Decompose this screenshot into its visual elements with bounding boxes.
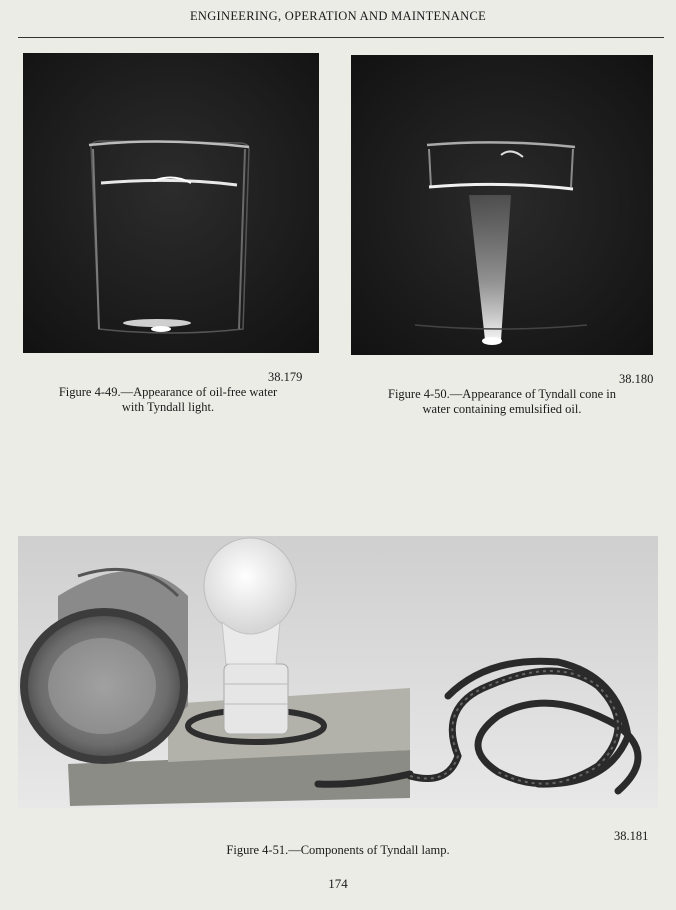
figure-4-50-caption bbox=[348, 387, 656, 417]
figure-4-50-caption-line2: water containing emulsified oil. bbox=[422, 402, 582, 416]
figure-4-49-caption-line2: with Tyndall light. bbox=[121, 400, 215, 414]
figure-4-50-caption-line1: Figure 4-50.—Appearance of Tyndall cone in bbox=[388, 387, 616, 401]
photo-tyndall-lamp-components bbox=[18, 536, 658, 808]
photo-tyndall-cone-beaker bbox=[351, 55, 653, 355]
header-rule bbox=[18, 37, 664, 38]
figure-4-51-number: 38.181 bbox=[614, 829, 649, 843]
figure-4-49-number: 38.179 bbox=[268, 370, 303, 384]
figure-4-51-caption: Figure 4-51.—Components of Tyndall lamp. bbox=[226, 843, 450, 857]
running-header: ENGINEERING, OPERATION AND MAINTENANCE bbox=[189, 9, 487, 23]
figure-4-50-number: 38.180 bbox=[619, 372, 654, 386]
figure-4-49-caption-line1: Figure 4-49.—Appearance of oil-free water bbox=[58, 385, 278, 399]
photo-oil-free-water-beaker bbox=[23, 53, 319, 353]
figure-4-49-caption bbox=[20, 385, 316, 415]
page-number: 174 bbox=[328, 876, 348, 891]
